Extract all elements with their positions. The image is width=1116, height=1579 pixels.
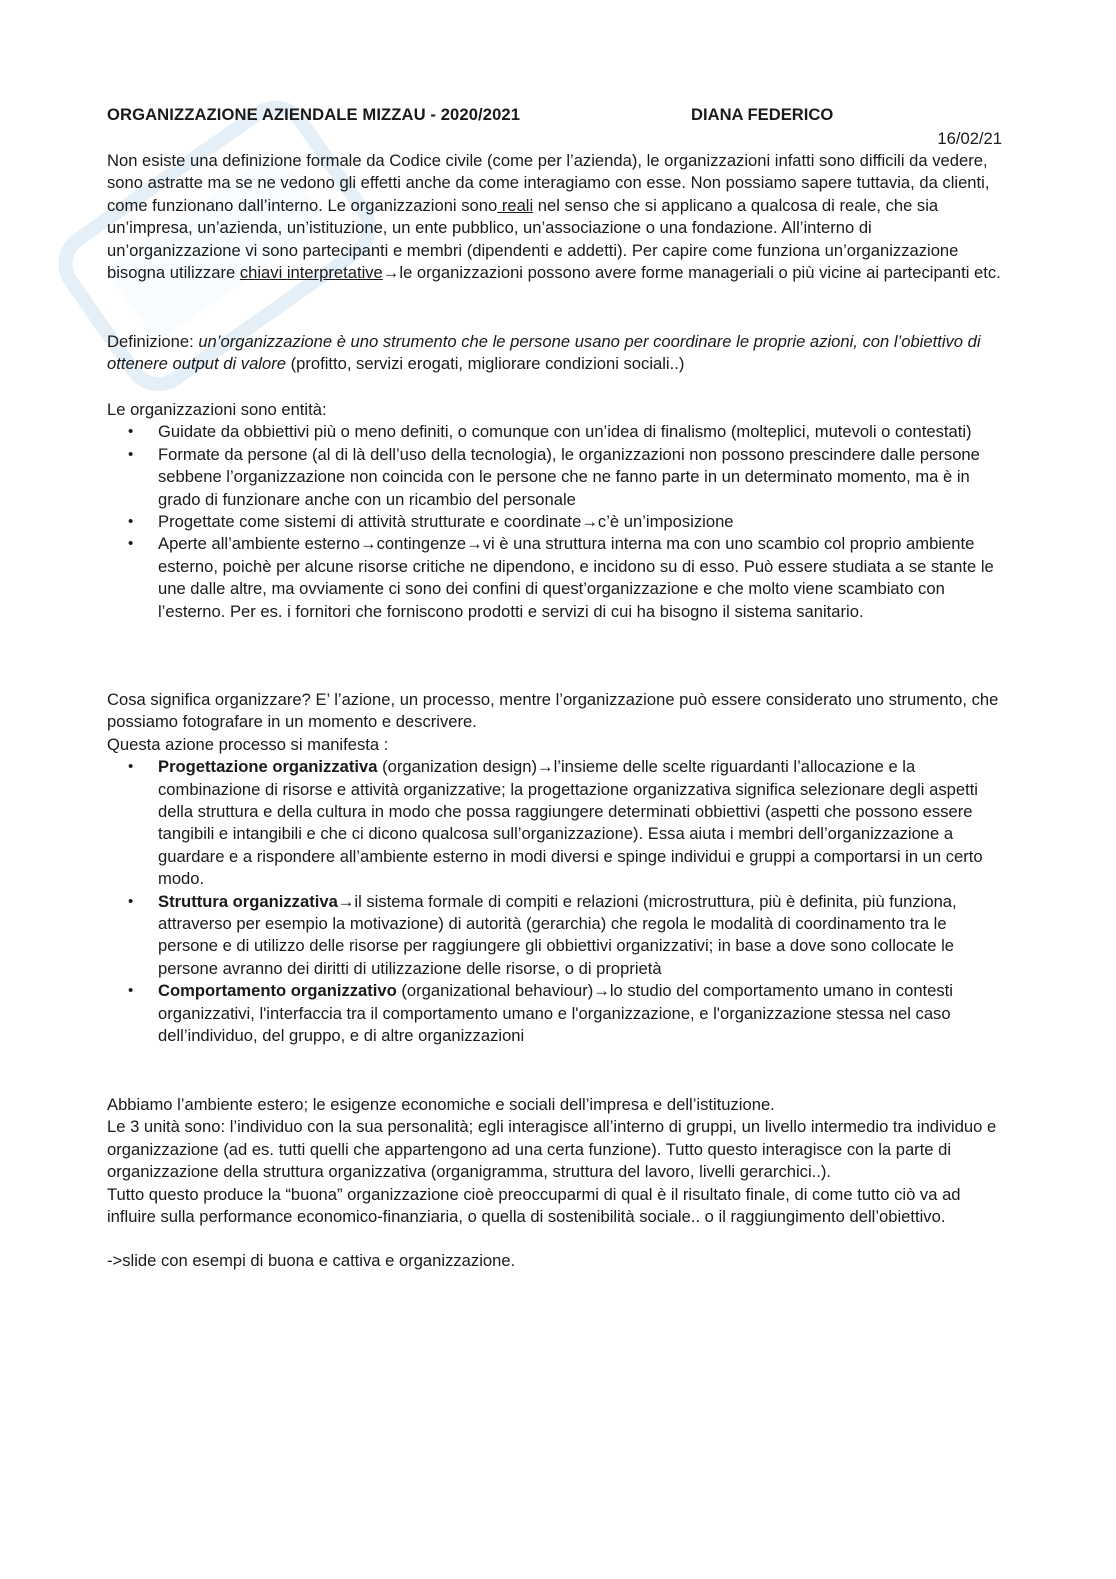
list-item: • Progettate come sistemi di attività strutturate e coordinate→c’è un’imposizione <box>107 511 1007 533</box>
list-item: • Struttura organizzativa→il sistema formale di compiti e relazioni (microstruttura, più è definita, più funziona, attraverso per esempio la motivazione) di autorità (gerarchia) che regola le modalità di coordinamento tra le persone e di utilizzo delle risorse per raggiungere gli obbiettivi organizzativi; in base a dove sono collocate le persone avranno dei diritti di utilizzazione delle risorse, o di proprietà <box>107 891 1007 981</box>
list-item: • Comportamento organizzativo (organizational behaviour)→lo studio del comportamento umano in contesti organizzativi, l'interfaccia tra il comportamento umano e l'organizzazione, e l'organizzazione stessa nel caso dell’individuo, del gruppo, e di altre organizzazioni <box>107 980 1007 1047</box>
definition-paragraph: Definizione: un’organizzazione è uno strumento che le persone usano per coordinare le proprie azioni, con l’obiettivo di ottenere output di valore (profitto, servizi erogati, migliorare condizioni sociali..) <box>107 332 981 374</box>
intro-paragraph: Non esiste una definizione formale da Codice civile (come per l’azienda), le organizzazioni infatti sono difficili da vedere, sono astratte ma se ne vedono gli effetti anche da come interagiamo con esse. Non possiamo sapere tuttavia, da clienti, come funzionano dall’interno. Le organizzazioni sono reali nel senso che si applicano a qualcosa di reale, che sia un’impresa, un’azienda, un’istituzione, un ente pubblico, un’associazione o una fondazione. All’interno di un’organizzazione vi sono partecipanti e membri (dipendenti e addetti). Per capire come funziona un’organizzazione bisogna utilizzare chiavi interpretative→le organizzazioni possono avere forme manageriali o più vicine ai partecipanti etc. <box>107 151 1001 283</box>
document-title: ORGANIZZAZIONE AZIENDALE MIZZAU - 2020/2021 <box>107 105 521 124</box>
author-name: DIANA FEDERICO <box>691 105 834 124</box>
underlined-term-reali: reali <box>497 195 534 215</box>
entities-list <box>107 421 1007 623</box>
closing-paragraph-4: ->slide con esempi di buona e cattiva e organizzazione. <box>107 1251 516 1271</box>
organizzare-lead: Questa azione processo si manifesta : <box>107 734 389 754</box>
document-date: 16/02/21 <box>937 129 1002 148</box>
underlined-term-chiavi: chiavi interpretative <box>239 263 383 283</box>
list-item: • Progettazione organizzativa (organization design)→l’insieme delle scelte riguardanti l’allocazione e la combinazione di risorse e attività organizzative; la progettazione organizzativa significa selezionare degli aspetti della struttura e della cultura in modo che possa raggiungere determinati obbiettivi (aspetti che possono essere tangibili e intangibili e che ci dicono qualcosa sull’organizzazione). Essa aiuta i membri dell’organizzazione a guardare e a rispondere all’ambiente esterno in modi diversi e spinge individui e gruppi a comportarsi in un certo modo. <box>107 756 1007 890</box>
organizzare-list <box>107 756 1007 1047</box>
closing-paragraph-3: Tutto questo produce la “buona” organizzazione cioè preoccuparmi di qual è il risultato finale, di come tutto ciò va ad influire sulla performance economico-finanziaria, o quella di sostenibilità sociale.. o il raggiungimento dell’obiettivo. <box>107 1184 961 1227</box>
closing-paragraph-1: Abbiamo l’ambiente estero; le esigenze economiche e sociali dell’impresa e dell’istituzione. <box>107 1095 775 1114</box>
organizzare-section <box>107 689 1007 1048</box>
closing-paragraph-2: Le 3 unità sono: l’individuo con la sua personalità; egli interagisce all’interno di gruppi, un livello intermedio tra individuo e organizzazione (ad es. tutti quelli che appartengono ad una certa funzione). Tutto questo interagisce con la parte di organizzazione della struttura organizzativa (organigramma, struttura del lavoro, livelli gerarchici..). <box>107 1117 997 1182</box>
entities-lead: Le organizzazioni sono entità: <box>107 400 327 419</box>
entities-section <box>107 399 1007 623</box>
list-item: • Formate da persone (al di là dell’uso della tecnologia), le organizzazioni non possono prescindere dalle persone sebbene l’organizzazione non coincida con le persone che ne fanno parte in un determinato momento, ma è in grado di funzionare anche con un ricambio del personale <box>107 444 1007 511</box>
definition-italic: un’organizzazione è uno strumento che le persone usano per coordinare le proprie azioni, con l’obiettivo di ottenere output di valore <box>107 332 981 374</box>
list-item: • Aperte all’ambiente esterno→contingenze→vi è una struttura interna ma con uno scambio col proprio ambiente esterno, poichè per alcune risorse critiche ne dipendono, e incidono su di esso. Può essere studiata a se stante le une dalle altre, ma ovviamente ci sono dei confini di quest’organizzazione e che molto viene scambiato con l’esterno. Per es. i fornitori che forniscono prodotti e servizi di cui ha bisogno il sistema sanitario. <box>107 533 1007 623</box>
organizzare-paragraph: Cosa significa organizzare? E’ l’azione, un processo, mentre l’organizzazione può essere considerato uno strumento, che possiamo fotografare in un momento e descrivere. <box>107 690 999 732</box>
closing-section <box>107 1094 1007 1273</box>
list-item: • Guidate da obbiettivi più o meno definiti, o comunque con un’idea di finalismo (molteplici, mutevoli o contestati) <box>107 421 1007 443</box>
